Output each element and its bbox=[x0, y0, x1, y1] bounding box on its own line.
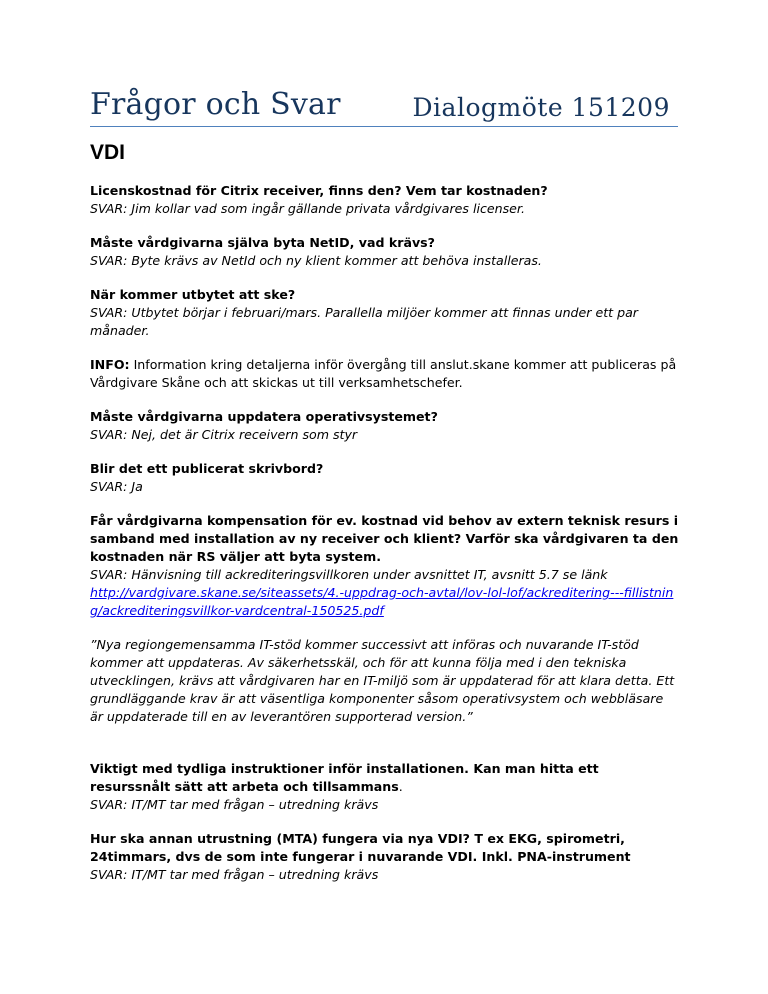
qa-item bbox=[90, 512, 680, 620]
qa-item bbox=[90, 460, 680, 496]
question: Blir det ett publicerat skrivbord? bbox=[90, 461, 324, 476]
qa-item bbox=[90, 830, 680, 884]
answer: SVAR: Jim kollar vad som ingår gällande privata vårdgivares licenser. bbox=[90, 201, 525, 216]
answer: SVAR: Nej, det är Citrix receivern som styr bbox=[90, 427, 358, 442]
info-paragraph bbox=[90, 356, 680, 392]
info-label: INFO: bbox=[90, 357, 130, 372]
page-header bbox=[90, 84, 678, 127]
quote-paragraph: ”Nya regiongemensamma IT-stöd kommer successivt att införas och nuvarande IT-stöd kommer att uppdateras. Av säkerhetsskäl, och för att kunna följa med i den tekniska utvecklingen, krävs att vårdgivaren har en IT-miljö som är uppdaterad för att klara detta. Ett grundläggande krav är att väsentliga komponenter såsom operativsystem och webbläsare är uppdaterade till en av leverantören supporterad version.” bbox=[90, 637, 675, 724]
info-text: Information kring detaljerna inför övergång till anslut.skane kommer att publiceras på Vårdgivare Skåne och att skickas ut till verksamhetschefer. bbox=[90, 357, 677, 390]
question: Viktigt med tydliga instruktioner inför installationen. Kan man hitta ett resurssnålt sätt att arbeta och tillsammans. bbox=[90, 761, 599, 794]
qa-item bbox=[90, 408, 680, 444]
answer: SVAR: Utbytet börjar i februari/mars. Parallella miljöer kommer att finnas under ett par månader. bbox=[90, 305, 638, 338]
meeting-title: Dialogmöte 151209 bbox=[412, 93, 670, 122]
answer: SVAR: Byte krävs av NetId och ny klient kommer att behöva installeras. bbox=[90, 253, 542, 268]
qa-item bbox=[90, 234, 680, 270]
section-heading: VDI bbox=[90, 141, 126, 164]
qa-item bbox=[90, 182, 680, 218]
answer: SVAR: Ja bbox=[90, 479, 143, 494]
qa-content bbox=[90, 182, 680, 900]
ackreditering-link[interactable]: http://vardgivare.skane.se/siteassets/4.-uppdrag-och-avtal/lov-lol-lof/ackreditering---fillistning/ackrediteringsvillkor-vardcentral-150525.pdf bbox=[90, 585, 674, 618]
page-title: Frågor och Svar bbox=[90, 87, 341, 122]
qa-item bbox=[90, 286, 680, 340]
answer: SVAR: IT/MT tar med frågan – utredning krävs bbox=[90, 797, 379, 812]
question: Hur ska annan utrustning (MTA) fungera via nya VDI? T ex EKG, spirometri, 24timmars, dvs de som inte fungerar i nuvarande VDI. Inkl. PNA-instrument bbox=[90, 831, 631, 864]
answer: SVAR: Hänvisning till ackrediteringsvillkoren under avsnittet IT, avsnitt 5.7 se länk bbox=[90, 567, 608, 582]
qa-item bbox=[90, 760, 680, 814]
question: När kommer utbytet att ske? bbox=[90, 287, 296, 302]
answer: SVAR: IT/MT tar med frågan – utredning krävs bbox=[90, 867, 379, 882]
question: Måste vårdgivarna själva byta NetID, vad krävs? bbox=[90, 235, 435, 250]
question: Måste vårdgivarna uppdatera operativsystemet? bbox=[90, 409, 438, 424]
question: Licenskostnad för Citrix receiver, finns den? Vem tar kostnaden? bbox=[90, 183, 548, 198]
question: Får vårdgivarna kompensation för ev. kostnad vid behov av extern teknisk resurs i samband med installation av ny receiver och klient? Varför ska vårdgivaren ta den kostnaden när RS väljer att byta system. bbox=[90, 513, 679, 564]
